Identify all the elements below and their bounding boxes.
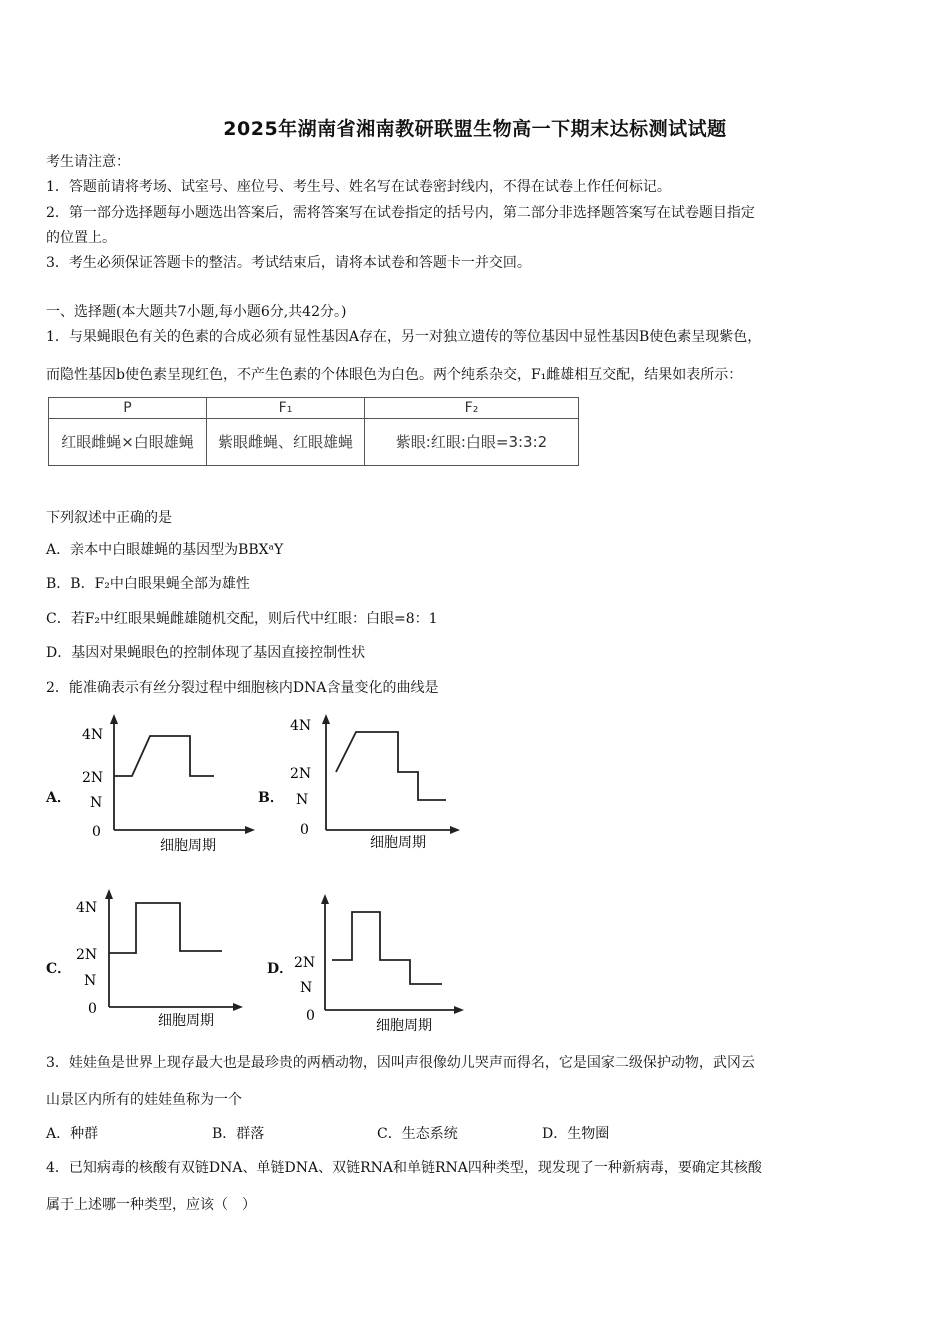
q4-line1: 4．已知病毒的核酸有双链DNA、单链DNA、双链RNA和单链RNA四种类型，现发现了一种新病毒，要确定其核酸 xyxy=(46,1160,762,1176)
q3-option-d[interactable]: D．生物圈 xyxy=(542,1126,610,1142)
notice-item-3: 3．考生必须保证答题卡的整洁。考试结束后，请将本试卷和答题卡一并交回。 xyxy=(46,255,531,271)
y-tick-2n: 2N xyxy=(294,955,316,971)
y-tick-0: 0 xyxy=(88,1001,97,1017)
q1-option-b[interactable]: B．B．F₂中白眼果蝇全部为雄性 xyxy=(46,576,250,592)
q1-line1: 1．与果蝇眼色有关的色素的合成必须有显性基因A存在，另一对独立遗传的等位基因中显性基因B使色素呈现紫色， xyxy=(46,329,762,345)
y-tick-n: N xyxy=(90,795,103,811)
q3-option-b[interactable]: B．群落 xyxy=(212,1126,265,1142)
q2-label-b[interactable]: B． xyxy=(258,790,284,806)
y-tick-2n: 2N xyxy=(82,770,104,786)
q2-graph-d xyxy=(292,892,472,1037)
y-tick-n: N xyxy=(296,792,309,808)
table-header-f1: F₁ xyxy=(207,398,365,419)
q1-option-a[interactable]: A．亲本中白眼雄蝇的基因型为BBXᵃY xyxy=(46,542,284,558)
y-tick-0: 0 xyxy=(92,824,101,840)
q4-line2: 属于上述哪一种类型，应该（ ） xyxy=(46,1197,256,1213)
y-tick-0: 0 xyxy=(306,1008,315,1024)
y-tick-4n: 4N xyxy=(82,727,104,743)
table-cell-f1: 紫眼雌蝇、红眼雄蝇 xyxy=(207,419,365,466)
x-axis-label: 细胞周期 xyxy=(158,1013,214,1029)
q3-line2: 山景区内所有的娃娃鱼称为一个 xyxy=(46,1092,242,1108)
q2-label-d[interactable]: D． xyxy=(267,961,294,977)
table-header-f2: F₂ xyxy=(365,398,579,419)
page-title: 2025年湖南省湘南教研联盟生物高一下期末达标测试试题 xyxy=(223,118,727,140)
table-cell-p: 红眼雌蝇×白眼雄蝇 xyxy=(49,419,207,466)
q2-graph-a xyxy=(76,712,256,857)
table-header-p: P xyxy=(49,398,207,419)
q1-table xyxy=(48,397,579,466)
y-tick-2n: 2N xyxy=(290,766,312,782)
notice-item-1: 1．答题前请将考场、试室号、座位号、考生号、姓名写在试卷密封线内，不得在试卷上作任何标记。 xyxy=(46,179,671,195)
q2-label-c[interactable]: C． xyxy=(46,961,72,977)
y-tick-n: N xyxy=(84,973,97,989)
q1-option-c[interactable]: C．若F₂中红眼果蝇雌雄随机交配，则后代中红眼：白眼=8：1 xyxy=(46,611,438,627)
q2-stem: 2．能准确表示有丝分裂过程中细胞核内DNA含量变化的曲线是 xyxy=(46,680,439,696)
notice-heading: 考生请注意： xyxy=(46,154,130,170)
q2-graph-c xyxy=(76,885,256,1030)
q2-label-a[interactable]: A． xyxy=(46,790,71,806)
q1-option-d[interactable]: D．基因对果蝇眼色的控制体现了基因直接控制性状 xyxy=(46,645,366,661)
notice-item-2: 2．第一部分选择题每小题选出答案后，需将答案写在试卷指定的括号内，第二部分非选择题答案写在试卷题目指定 xyxy=(46,205,755,221)
y-tick-n: N xyxy=(300,980,313,996)
y-tick-4n: 4N xyxy=(290,718,312,734)
table-cell-f2: 紫眼:红眼:白眼=3:3:2 xyxy=(365,419,579,466)
y-tick-4n: 4N xyxy=(76,900,98,916)
q3-option-c[interactable]: C．生态系统 xyxy=(377,1126,458,1142)
notice-item-2-cont: 的位置上。 xyxy=(46,230,116,246)
q1-line2: 而隐性基因b使色素呈现红色，不产生色素的个体眼色为白色。两个纯系杂交，F₁雌雄相互交配，结果如表所示： xyxy=(46,367,743,383)
y-tick-0: 0 xyxy=(300,822,309,838)
q3-line1: 3．娃娃鱼是世界上现存最大也是最珍贵的两栖动物，因叫声很像幼儿哭声而得名，它是国家二级保护动物，武冈云 xyxy=(46,1055,755,1071)
x-axis-label: 细胞周期 xyxy=(160,838,216,854)
y-tick-2n: 2N xyxy=(76,947,98,963)
x-axis-label: 细胞周期 xyxy=(376,1018,432,1034)
section-heading: 一、选择题(本大题共7小题,每小题6分,共42分。) xyxy=(46,304,347,320)
q3-option-a[interactable]: A．种群 xyxy=(46,1126,99,1142)
q1-stem: 下列叙述中正确的是 xyxy=(46,510,172,526)
x-axis-label: 细胞周期 xyxy=(370,835,426,851)
q2-graph-b xyxy=(288,712,468,857)
